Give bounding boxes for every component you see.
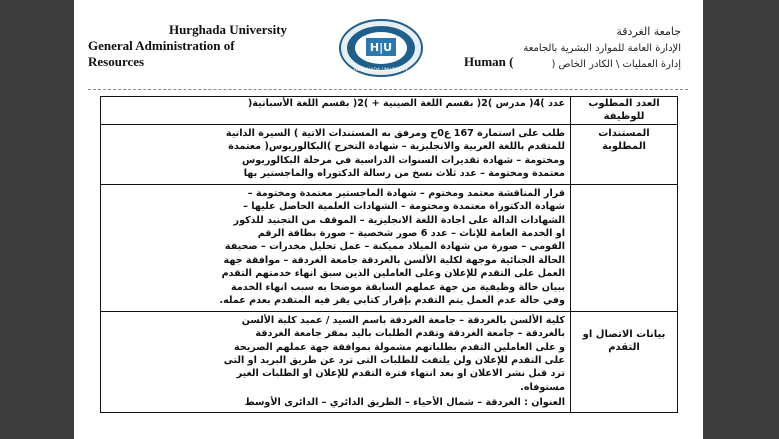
department-name-ar: إدارة العمليات \ الكادر الخاص (	[551, 59, 681, 70]
required-count-label: العدد المطلوب للوظيفة	[571, 97, 678, 125]
table-row	[101, 97, 678, 125]
required-documents-label: المستندات المطلوبة	[571, 124, 678, 184]
university-name-en: Hurghada University	[168, 22, 288, 37]
header-english	[88, 22, 328, 70]
table-row	[101, 311, 678, 412]
empty-label-cell	[571, 184, 678, 311]
required-documents-continued: قرار المناقشة معتمد ومختوم – شهادة الماجستير معتمدة ومختومة – شهادة الدكتوراة معتمدة ومختومة – الشهادات العلمية الحاصل عليها – الشهادات الدالة على اجادة اللغة الانجليزية – الموقف من التجنيد للذكور او الخدمة العامة للإناث – عدد 6 صور شخصية – صورة بطاقة الرقم القومي – صورة من شهادة الميلاد مميكنة – عمل تحليل مخدرات – صحيفة الحالة الجنائية موجهة لكلية الألسن بالغردقة جامعة الغردقة – موافقة جهة العمل على التقدم للإعلان وعلى العاملين الذين سبق انهاء خدمتهم التقدم ببيان حالة وظيفية من جهة عملهم السابقة موضحا به سبب انهاء الخدمة وفي حالة عدم العمل يتم التقدم بإقرار كتابي يقر فيه المتقدم بعدم عمله.	[101, 184, 571, 311]
required-documents-value: طلب على استمارة 167 ع0ح ومرفق به المستندات الاتية ) السيرة الذاتية للمتقدم باللغة العربية والانجليزية – شهادة التخرج )البكالوريوس( معتمدة ومختومة – شهادة تقديرات السنوات الدراسية في مرحلة البكالوريوس معتمدة ومختومة – عدد ثلاث نسخ من رسالة الدكتوراه والماجستير بها	[101, 124, 571, 184]
header-arabic	[481, 24, 681, 73]
svg-text:H|U: H|U	[369, 41, 393, 54]
administration-name-en-cont: Resources	[88, 54, 145, 69]
university-logo	[338, 18, 424, 78]
administration-name-ar: الإدارة العامة للموارد البشرية بالجامعة	[523, 43, 681, 54]
contact-value: كلية الألسن بالغردقة – جامعة الغردقة باسم السيد / عميد كلية الألسن بالغردقة – جامعة الغردقة وتقدم الطلبات باليد بمقر جامعة الغردقة و على العاملين التقدم بطلباتهم مشمولة بموافقة جهة عملهم الصريحة على التقدم للإعلان ولن يلتفت للطلبات التى ترد عن طريق البريد او التى ترد قبل نشر الاعلان او بعد انتهاء فترة التقدم للإعلان او الطلبات الغير مستوفاه. العنوان : الغردقة – شمال الأحياء – الطريق الدائري – الدائرى الأوسط	[101, 311, 571, 412]
address-line: العنوان : الغردقة – شمال الأحياء – الطريق الدائري – الدائرى الأوسط	[244, 397, 565, 409]
svg-text:HURGHADA UNIVERSITY: HURGHADA UNIVERSITY	[353, 68, 409, 73]
contact-label: بيانات الاتصال او التقدم	[571, 311, 678, 412]
job-announcement-table	[100, 96, 678, 413]
header-divider	[88, 89, 688, 90]
table-row	[101, 124, 678, 184]
table-row	[101, 184, 678, 311]
human-word: Human (	[464, 54, 514, 69]
university-name-ar: جامعة الغردقة	[616, 25, 681, 38]
required-count-value: عدد )4( مدرس )2( بقسم اللغة الصينية + )2( بقسم اللغة الأسبانية(	[101, 97, 571, 125]
administration-name-en: General Administration of	[88, 38, 235, 53]
document-page	[74, 0, 703, 439]
